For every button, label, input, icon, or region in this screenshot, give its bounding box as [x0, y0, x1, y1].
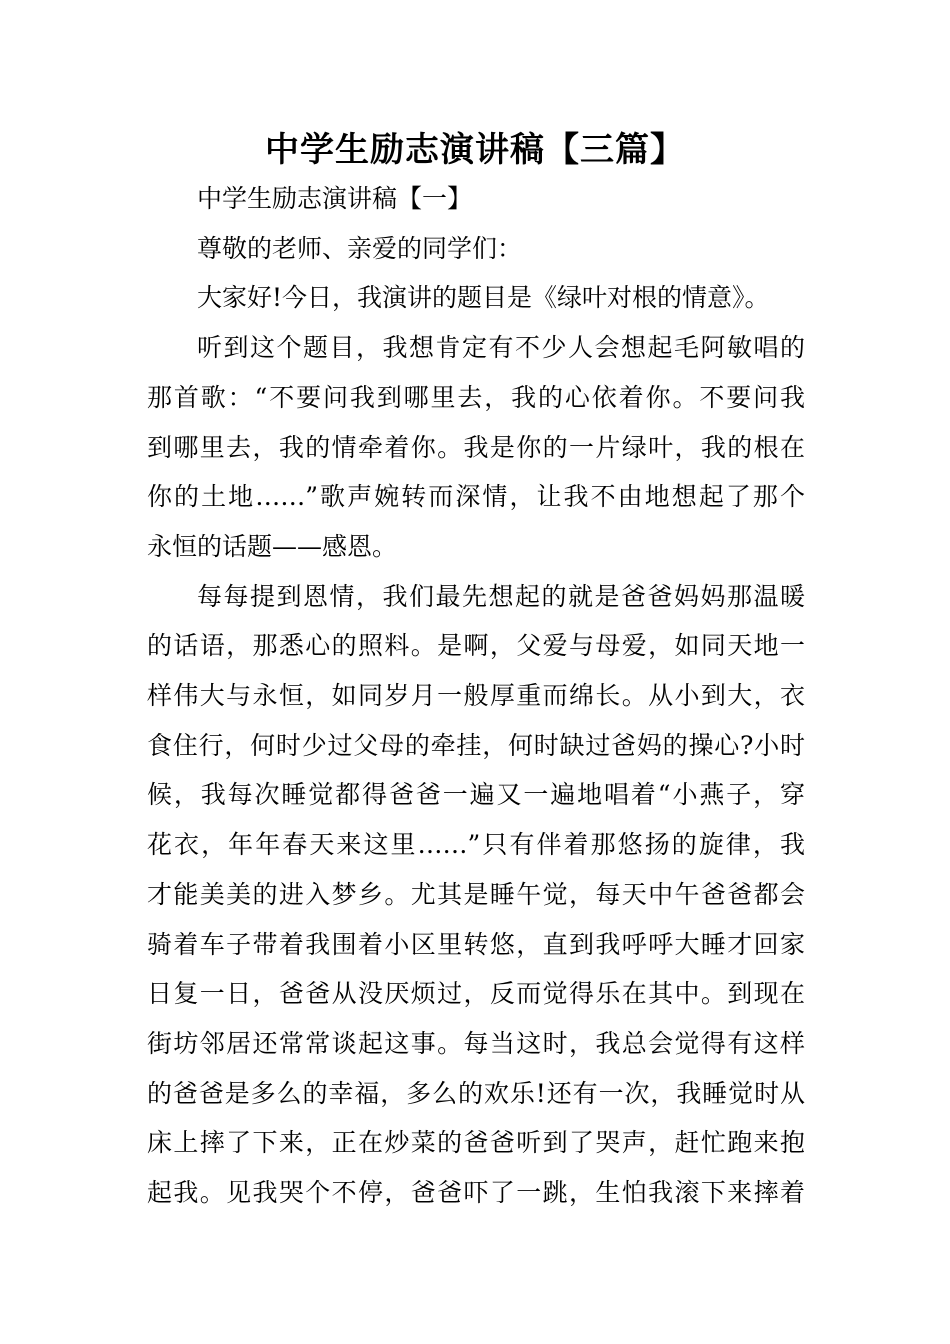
paragraph-line: 每每提到恩情，我们最先想起的就是爸爸妈妈那温暖 — [197, 582, 805, 611]
paragraph-line: 骑着车子带着我围着小区里转悠，直到我呼呼大睡才回家 — [147, 930, 805, 959]
paragraph-line: 花衣，年年春天来这里……”只有伴着那悠扬的旋律，我 — [147, 830, 805, 859]
paragraph-line: 日复一日，爸爸从没厌烦过，反而觉得乐在其中。到现在 — [147, 979, 805, 1008]
paragraph-line: 永恒的话题——感恩。 — [147, 532, 398, 561]
paragraph-line: 才能美美的进入梦乡。尤其是睡午觉，每天中午爸爸都会 — [147, 880, 805, 909]
paragraph-line: 尊敬的老师、亲爱的同学们： — [197, 234, 523, 263]
paragraph-line: 的话语，那悉心的照料。是啊，父爱与母爱，如同天地一 — [147, 631, 805, 660]
paragraph-line: 样伟大与永恒，如同岁月一般厚重而绵长。从小到大，衣 — [147, 681, 805, 710]
paragraph-line: 大家好!今日，我演讲的题目是《绿叶对根的情意》。 — [197, 283, 770, 312]
paragraph-line: 的爸爸是多么的幸福，多么的欢乐!还有一次，我睡觉时从 — [147, 1079, 805, 1108]
paragraph-line: 那首歌：“不要问我到哪里去，我的心依着你。不要问我 — [147, 383, 805, 412]
paragraph-line: 中学生励志演讲稿【一】 — [197, 184, 473, 213]
paragraph-line: 起我。见我哭个不停，爸爸吓了一跳，生怕我滚下来摔着 — [147, 1178, 805, 1207]
paragraph-line: 到哪里去，我的情牵着你。我是你的一片绿叶，我的根在 — [147, 433, 805, 462]
paragraph-line: 听到这个题目，我想肯定有不少人会想起毛阿敏唱的 — [197, 333, 805, 362]
paragraph-line: 候，我每次睡觉都得爸爸一遍又一遍地唱着“小燕子，穿 — [147, 780, 805, 809]
paragraph-line: 床上摔了下来，正在炒菜的爸爸听到了哭声，赶忙跑来抱 — [147, 1128, 805, 1157]
paragraph-line: 街坊邻居还常常谈起这事。每当这时，我总会觉得有这样 — [147, 1029, 805, 1058]
document-title: 中学生励志演讲稿【三篇】 — [265, 130, 685, 170]
paragraph-line: 食住行，何时少过父母的牵挂，何时缺过爸妈的操心?小时 — [147, 731, 805, 760]
paragraph-line: 你的土地……”歌声婉转而深情，让我不由地想起了那个 — [147, 482, 805, 511]
